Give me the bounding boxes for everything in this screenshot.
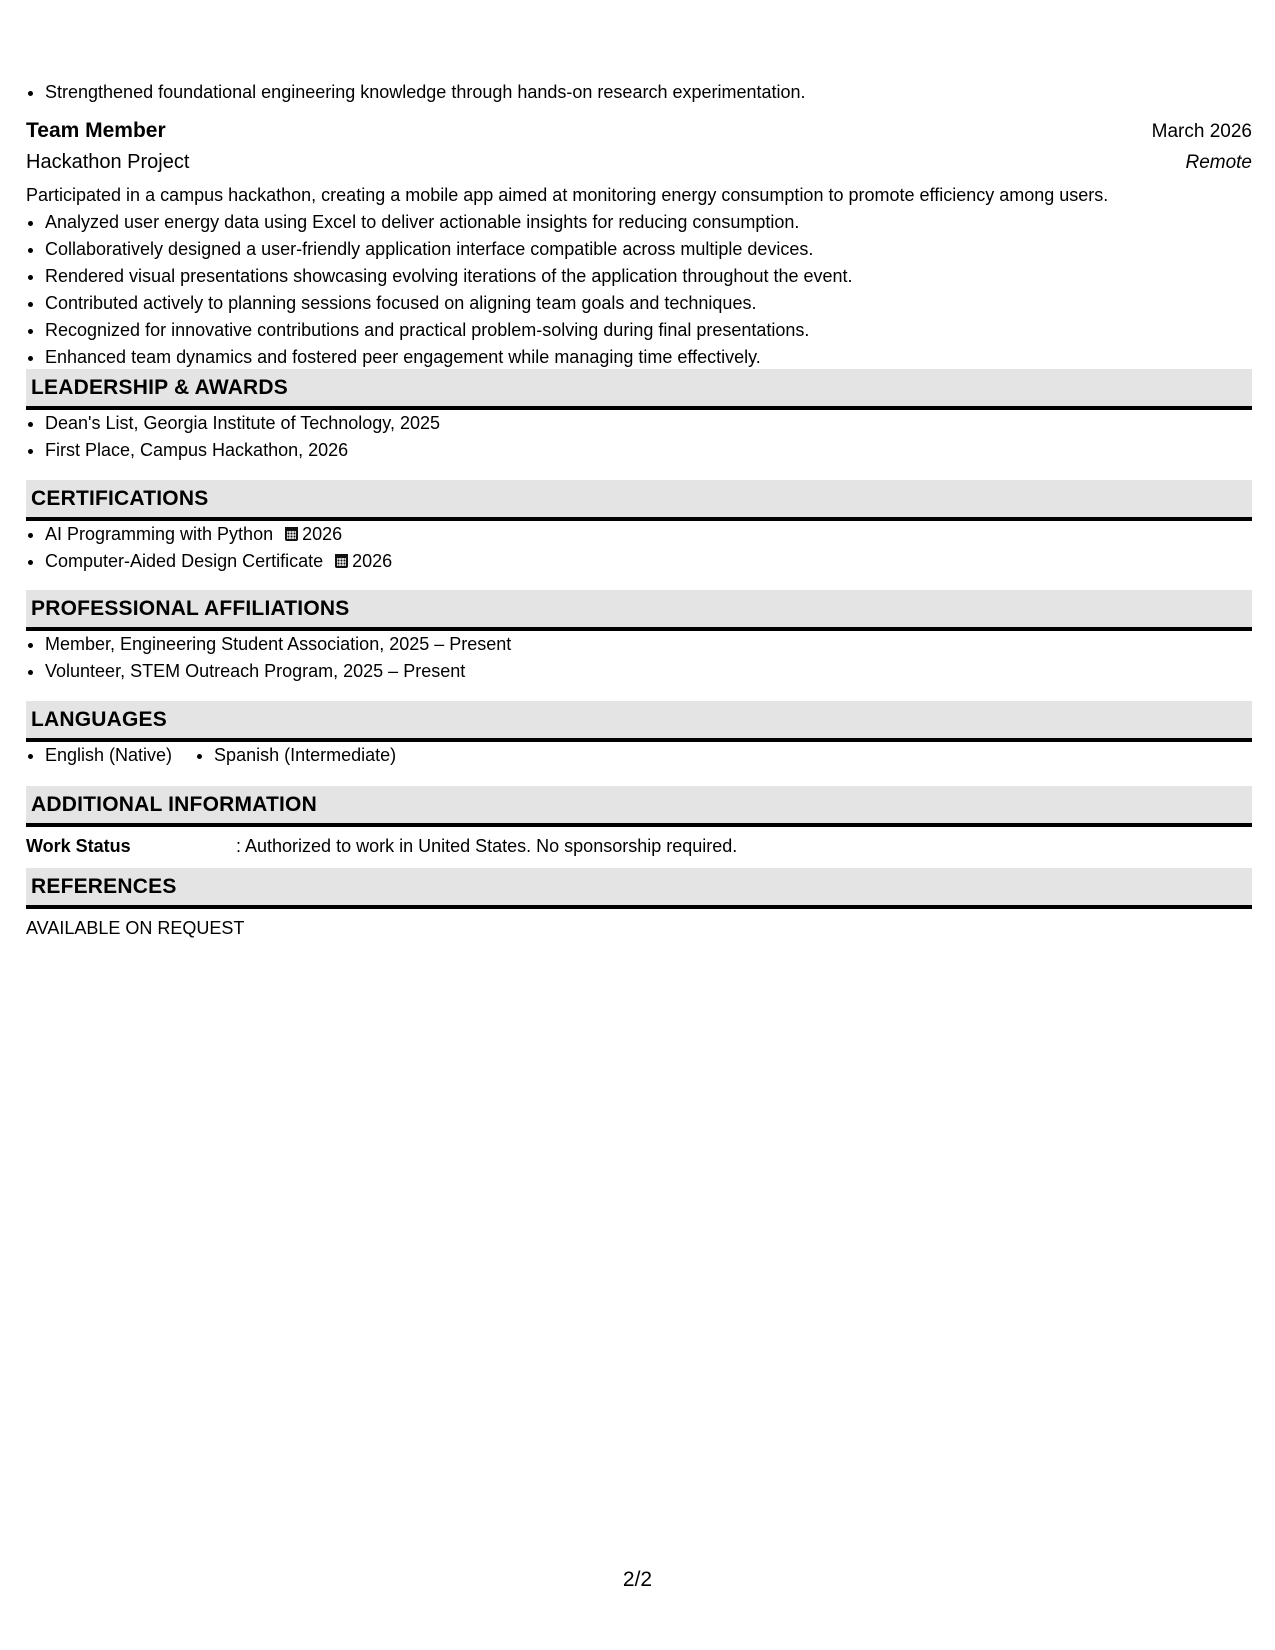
list-item: • English (Native) bbox=[45, 742, 172, 769]
job-organization: Hackathon Project bbox=[26, 151, 190, 173]
references-section bbox=[26, 868, 1252, 942]
section-title: PROFESSIONAL AFFILIATIONS bbox=[31, 596, 350, 620]
job-location: Remote bbox=[1185, 152, 1252, 173]
list-item bbox=[45, 521, 1252, 548]
section-header bbox=[26, 701, 1252, 742]
list-item: • Recognized for innovative contributions and practical problem-solving during final presentations. bbox=[45, 317, 1252, 344]
job-bullet-list bbox=[26, 209, 1252, 371]
section-title: REFERENCES bbox=[31, 874, 177, 898]
section-header bbox=[26, 590, 1252, 631]
list-item: • Strengthened foundational engineering knowledge through hands-on research experimentation. bbox=[45, 79, 806, 106]
job-date: March 2026 bbox=[1151, 121, 1252, 142]
list-item: • Member, Engineering Student Association, 2025 – Present bbox=[45, 631, 1252, 658]
section-header bbox=[26, 868, 1252, 909]
section-title: LANGUAGES bbox=[31, 707, 167, 731]
list-item: • Collaboratively designed a user-friendly application interface compatible across multiple devices. bbox=[45, 236, 1252, 263]
languages-section bbox=[26, 701, 1252, 769]
section-title: CERTIFICATIONS bbox=[31, 486, 209, 510]
certification-year: 2026 bbox=[302, 524, 343, 544]
list-item bbox=[45, 548, 1252, 575]
affiliations-list bbox=[26, 631, 1252, 685]
job-entry bbox=[26, 116, 1252, 371]
calendar-icon bbox=[335, 554, 348, 568]
certifications-list bbox=[26, 521, 1252, 575]
work-status-value: : Authorized to work in United States. No sponsorship required. bbox=[236, 836, 738, 856]
list-item: • Spanish (Intermediate) bbox=[214, 742, 396, 769]
leadership-section bbox=[26, 369, 1252, 464]
work-status-label: Work Status bbox=[26, 836, 131, 856]
job-header-row bbox=[26, 116, 1252, 147]
affiliations-section bbox=[26, 590, 1252, 685]
list-item: • Volunteer, STEM Outreach Program, 2025 – Present bbox=[45, 658, 1252, 685]
job-subheader-row bbox=[26, 147, 1252, 178]
section-title: LEADERSHIP & AWARDS bbox=[31, 375, 288, 399]
list-item: • First Place, Campus Hackathon, 2026 bbox=[45, 437, 1252, 464]
list-item: • Dean's List, Georgia Institute of Technology, 2025 bbox=[45, 410, 1252, 437]
list-item: • Rendered visual presentations showcasing evolving iterations of the application throughout the event. bbox=[45, 263, 1252, 290]
list-item: • Analyzed user energy data using Excel to deliver actionable insights for reducing consumption. bbox=[45, 209, 1252, 236]
list-item: • Enhanced team dynamics and fostered peer engagement while managing time effectively. bbox=[45, 344, 1252, 371]
job-title: Team Member bbox=[26, 119, 166, 142]
list-item: • Contributed actively to planning sessions focused on aligning team goals and techniques. bbox=[45, 290, 1252, 317]
certifications-section bbox=[26, 480, 1252, 575]
languages-list bbox=[26, 742, 1252, 769]
job-description: Participated in a campus hackathon, creating a mobile app aimed at monitoring energy consumption to promote efficiency among users. bbox=[26, 185, 1109, 205]
work-status-row bbox=[26, 833, 1252, 860]
certification-name: AI Programming with Python bbox=[45, 524, 274, 544]
section-header bbox=[26, 786, 1252, 827]
certification-year: 2026 bbox=[352, 551, 393, 571]
section-header bbox=[26, 480, 1252, 521]
certification-name: Computer-Aided Design Certificate bbox=[45, 551, 324, 571]
leadership-list bbox=[26, 410, 1252, 464]
references-text: AVAILABLE ON REQUEST bbox=[26, 918, 245, 938]
additional-info-section bbox=[26, 786, 1252, 860]
calendar-icon bbox=[285, 527, 298, 541]
section-header bbox=[26, 369, 1252, 410]
page-number: 2/2 bbox=[622, 1568, 653, 1591]
experience-tail-list bbox=[26, 79, 806, 106]
section-title: ADDITIONAL INFORMATION bbox=[31, 792, 317, 816]
